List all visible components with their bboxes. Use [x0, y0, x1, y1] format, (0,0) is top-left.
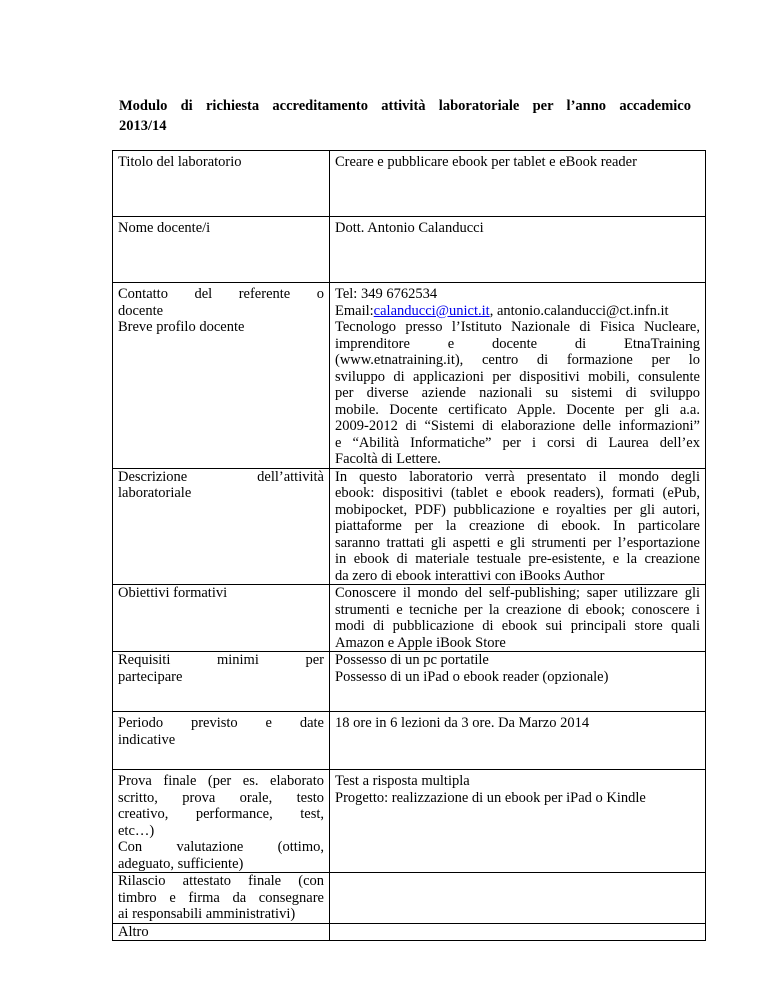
value-titolo: Creare e pubblicare ebook per tablet e eBook reader — [330, 151, 706, 217]
descrizione-line: da zero di ebook interattivi con iBooks Author — [335, 567, 605, 584]
row-obiettivi — [113, 585, 706, 652]
label-requisiti — [113, 652, 330, 712]
label-prova-line: Con valutazione (ottimo, — [118, 839, 324, 855]
row-requisiti — [113, 652, 706, 712]
profilo-line: e “Abilità Informatiche” per i corsi di Laurea dell’ex — [335, 434, 700, 451]
label-prova — [113, 770, 330, 873]
profilo-line: Facoltà di Lettere. — [335, 451, 441, 467]
label-titolo: Titolo del laboratorio — [113, 151, 330, 217]
value-obiettivi — [330, 585, 706, 652]
profilo-line: (www.etnatraining.it), centro di formazione per lo — [335, 352, 700, 368]
label-rilascio — [113, 873, 330, 924]
label-descrizione — [113, 468, 330, 585]
profilo-line: mobile. Docente certificato Apple. Docente per gli a.a. — [335, 401, 700, 418]
obiettivi-line: modi di pubblicazione di ebook sui principali store quali — [335, 618, 700, 634]
email-link[interactable]: calanducci@unict.it — [373, 302, 490, 319]
label-rilascio-line: Rilascio attestato finale (con — [118, 873, 324, 889]
label-contatto — [113, 283, 330, 469]
obiettivi-line: Amazon e Apple iBook Store — [335, 634, 506, 651]
descrizione-line: mobipocket, PDF) pubblicazione e royalties per gli autori, — [335, 501, 700, 518]
profilo-line: imprenditore e docente di EtnaTraining — [335, 335, 700, 352]
label-contatto-line-2: docente — [118, 302, 164, 319]
value-requisiti — [330, 652, 706, 712]
row-titolo — [113, 151, 706, 217]
row-prova — [113, 770, 706, 873]
descrizione-line: In questo laboratorio verrà presentato il mondo degli — [335, 468, 700, 485]
request-form-table — [112, 150, 706, 941]
row-contatto — [113, 283, 706, 469]
label-altro: Altro — [113, 923, 330, 941]
row-altro — [113, 923, 706, 941]
email-rest: , antonio.calanducci@ct.infn.it — [489, 302, 669, 319]
descrizione-line: in ebook di materiale testuale pre-esistente, e la creazione — [335, 551, 700, 567]
profilo-line: Tecnologo presso l’Istituto Nazionale di Fisica Nucleare, — [335, 319, 700, 335]
row-docente — [113, 217, 706, 283]
descrizione-line: piattaforme per la creazione di ebook. In particolare — [335, 518, 700, 534]
label-contatto-line-1: Contatto del referente o — [118, 286, 324, 302]
label-rilascio-line: timbro e firma da consegnare — [118, 889, 324, 906]
value-docente: Dott. Antonio Calanducci — [330, 217, 706, 283]
label-requisiti-line-1: Requisiti minimi per — [118, 652, 324, 668]
profilo-line: per diverse aziende nazionali su sistemi di sviluppo — [335, 385, 700, 401]
email-prefix: Email: — [335, 302, 374, 319]
profilo-line: 2009-2012 di “Sistemi di elaborazione delle informazioni” — [335, 418, 700, 434]
row-rilascio — [113, 873, 706, 924]
document-title — [119, 96, 691, 136]
contact-tel: Tel: 349 6762534 — [335, 286, 438, 302]
value-rilascio — [330, 873, 706, 924]
label-descrizione-line-2: laboratoriale — [118, 485, 192, 501]
label-periodo — [113, 712, 330, 770]
row-descrizione — [113, 468, 706, 585]
title-line-1: Modulo di richiesta accreditamento attività laboratoriale per l’anno accademico — [119, 98, 691, 114]
label-periodo-line-2: indicative — [118, 731, 176, 748]
value-altro — [330, 923, 706, 941]
row-periodo — [113, 712, 706, 770]
label-descrizione-line-1: Descrizione dell’attività — [118, 468, 324, 485]
label-prova-line: scritto, prova orale, testo — [118, 789, 324, 806]
value-descrizione — [330, 468, 706, 585]
requisiti-line: Possesso di un iPad o ebook reader (opzionale) — [335, 668, 609, 685]
profilo-line: sviluppo di applicazioni per dispositivi mobili, consulente — [335, 368, 700, 385]
label-requisiti-line-2: partecipare — [118, 668, 183, 685]
label-docente: Nome docente/i — [113, 217, 330, 283]
label-prova-line: creativo, performance, test, — [118, 806, 324, 822]
requisiti-line: Possesso di un pc portatile — [335, 652, 489, 668]
title-line-2: 2013/14 — [119, 118, 167, 134]
obiettivi-line: Conoscere il mondo del self-publishing; saper utilizzare gli — [335, 585, 700, 601]
prova-line: Test a risposta multipla — [335, 773, 470, 789]
label-periodo-line-1: Periodo previsto e date — [118, 715, 324, 731]
label-obiettivi: Obiettivi formativi — [113, 585, 330, 652]
label-prova-line: etc…) — [118, 822, 155, 839]
label-rilascio-line: ai responsabili amministrativi) — [118, 906, 296, 922]
value-contatto — [330, 283, 706, 469]
value-periodo: 18 ore in 6 lezioni da 3 ore. Da Marzo 2014 — [330, 712, 706, 770]
descrizione-line: saranno trattati gli aspetti e gli strumenti per l’esportazione — [335, 534, 700, 551]
prova-line: Progetto: realizzazione di un ebook per iPad o Kindle — [335, 789, 646, 806]
label-prova-line: Prova finale (per es. elaborato — [118, 773, 324, 789]
value-prova — [330, 770, 706, 873]
obiettivi-line: strumenti e tecniche per la creazione di ebook; conoscere i — [335, 601, 700, 618]
label-profilo: Breve profilo docente — [118, 319, 245, 335]
descrizione-line: ebook: dispositivi (tablet e ebook readers), formati (ePub, — [335, 485, 700, 501]
label-prova-line: adeguato, sufficiente) — [118, 855, 244, 872]
contact-email — [335, 303, 700, 320]
